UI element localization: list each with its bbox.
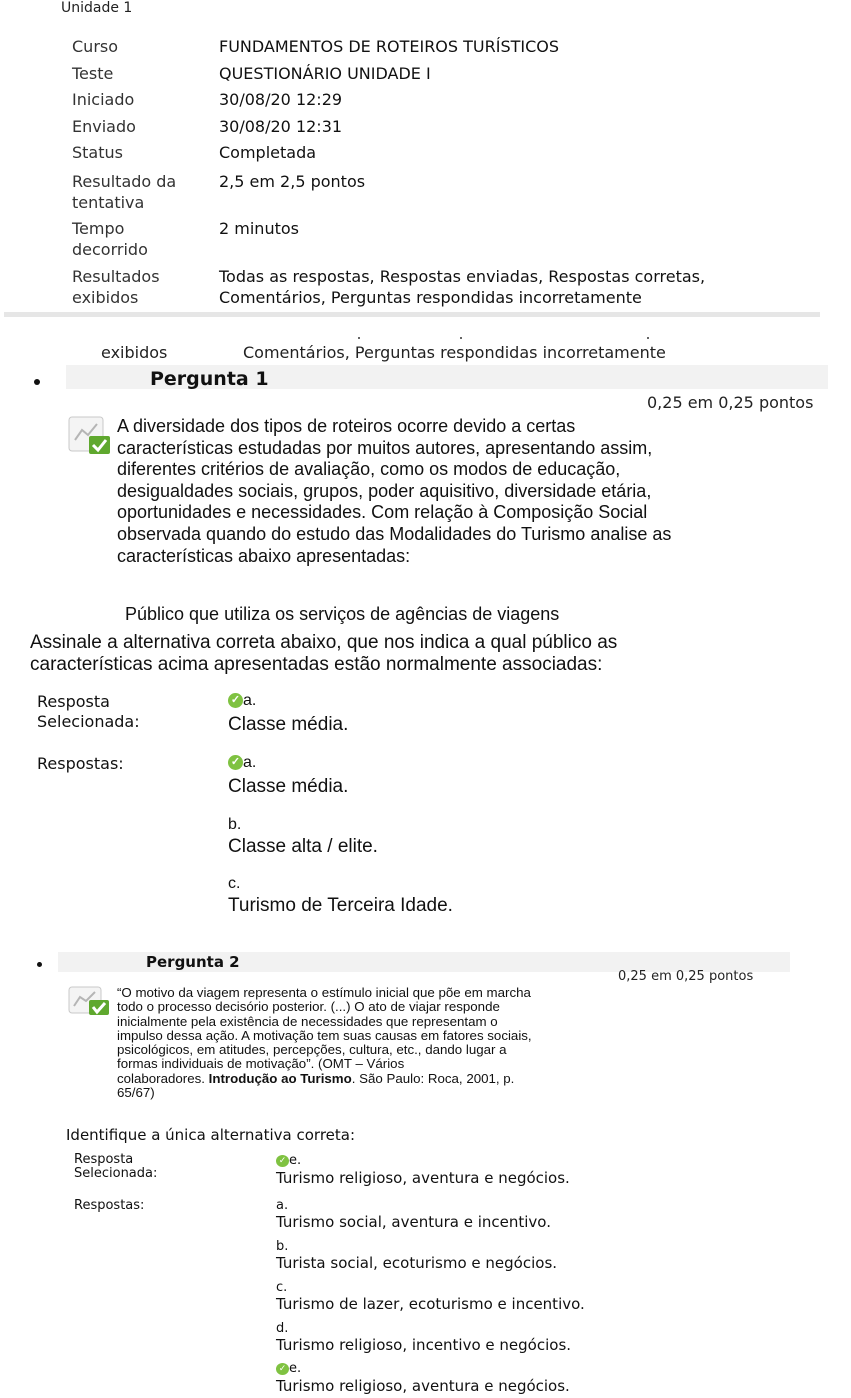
- answer-option-c: [276, 1280, 585, 1313]
- text-line: Assinale a alternativa correta abaixo, que nos indica a qual público as: [30, 632, 618, 653]
- option-text: Turismo religioso, incentivo e negócios.: [276, 1336, 572, 1354]
- option-letter: c.: [276, 1280, 288, 1295]
- selected-answer-label: [37, 692, 140, 732]
- summary-label-tempo: [72, 218, 148, 260]
- answer-option-b: [276, 1239, 557, 1272]
- correct-answer-icon: [68, 416, 112, 456]
- question-2-score: 0,25 em 0,25 pontos: [618, 969, 754, 984]
- summary-label-enviado: Enviado: [72, 117, 136, 136]
- text-line: oportunidades e necessidades. Com relação à Composição Social: [117, 502, 648, 523]
- citation-suffix: . São Paulo: Roca, 2001, p.: [351, 1070, 515, 1086]
- option-text: Classe média.: [228, 776, 349, 797]
- question-1-text: [117, 416, 671, 567]
- tick-mark: [647, 337, 649, 339]
- summary-value-resultado: 2,5 em 2,5 pontos: [219, 172, 366, 191]
- question-1-prompt: [30, 632, 617, 676]
- option-text: Turismo religioso, aventura e negócios.: [276, 1377, 570, 1395]
- citation-line: [117, 1072, 532, 1086]
- summary-label-iniciado: Iniciado: [72, 90, 135, 109]
- text-line: características estudadas por muitos autores, apresentando assim,: [117, 437, 653, 458]
- text-line: todo o processo decisório posterior. (...) O ato de viajar responde: [117, 999, 500, 1015]
- answer-option-d: [276, 1321, 571, 1354]
- answer-option-e: [276, 1361, 570, 1395]
- label-line: Resposta: [37, 692, 110, 711]
- option-letter: d.: [276, 1321, 289, 1336]
- answer-option-b: [228, 816, 378, 858]
- answers-label: Respostas:: [37, 754, 124, 773]
- text-line: psicológicos, em atitudes, percepções, cultura, etc., dando lugar a: [117, 1042, 507, 1058]
- text-line: características abaixo apresentadas:: [117, 545, 411, 566]
- citation-pages: 65/67): [117, 1085, 155, 1101]
- summary-value-iniciado: 30/08/20 12:29: [219, 90, 343, 109]
- option-letter: b.: [276, 1239, 289, 1254]
- summary-label-resultado: [72, 171, 176, 213]
- option-letter: a.: [243, 692, 257, 709]
- selected-answer-label: [74, 1153, 157, 1181]
- question-2-title: Pergunta 2: [146, 953, 240, 971]
- summary-value-curso: FUNDAMENTOS DE ROTEIROS TURÍSTICOS: [219, 37, 560, 56]
- option-text: Turismo de lazer, ecoturismo e incentivo.: [276, 1295, 585, 1313]
- section-divider: [4, 312, 820, 317]
- selected-answer: [276, 1153, 570, 1187]
- clipped-line: [117, 1085, 532, 1101]
- text-line: A diversidade dos tipos de roteiros ocorre devido a certas: [117, 416, 576, 436]
- option-text: Turismo social, aventura e incentivo.: [276, 1213, 551, 1231]
- value-line: Todas as respostas, Respostas enviadas, Respostas corretas,: [219, 267, 706, 286]
- option-letter: e.: [289, 1361, 302, 1376]
- question-2-prompt: Identifique a única alternativa correta:: [66, 1126, 356, 1144]
- answer-option-c: [228, 875, 453, 917]
- text-line: impulso dessa ação. A motivação tem suas causas em fatores sociais,: [117, 1027, 532, 1043]
- summary-label-teste: Teste: [72, 64, 114, 83]
- summary-value-status: Completada: [219, 143, 317, 162]
- option-text: Classe média.: [228, 714, 349, 735]
- question-1-title: Pergunta 1: [150, 368, 269, 390]
- option-text: Turista social, ecoturismo e negócios.: [276, 1254, 558, 1272]
- text-line: desigualdades sociais, grupos, poder aquisitivo, diversidade etária,: [117, 480, 652, 501]
- strip-label: exibidos: [101, 343, 168, 362]
- question-2-text: [117, 985, 532, 1101]
- checkmark-icon: ✓: [276, 1363, 289, 1375]
- label-line: Selecionada:: [37, 712, 140, 731]
- summary-label-curso: Curso: [72, 37, 119, 56]
- strip-value: Comentários, Perguntas respondidas incorretamente: [243, 343, 666, 362]
- option-text: Turismo de Terceira Idade.: [228, 895, 453, 916]
- tick-mark: [358, 337, 360, 339]
- label-line: tentativa: [72, 193, 145, 212]
- option-letter: c.: [228, 875, 241, 892]
- text-line: observada quando do estudo das Modalidades do Turismo analise as: [117, 523, 672, 544]
- option-text: Classe alta / elite.: [228, 836, 378, 857]
- checkmark-icon: ✓: [228, 693, 243, 708]
- selected-answer: [228, 692, 348, 736]
- tick-mark: [460, 337, 462, 339]
- answer-option-a: [276, 1198, 551, 1231]
- text-line: formas individuais de motivação”. (OMT – Vários: [117, 1056, 405, 1072]
- summary-value-tempo: 2 minutos: [219, 219, 299, 238]
- checkmark-icon: ✓: [276, 1155, 289, 1167]
- text-line: “O motivo da viagem representa o estímulo inicial que põe em marcha: [117, 985, 531, 1000]
- text-line: diferentes critérios de avaliação, como os modos de educação,: [117, 459, 621, 480]
- label-line: Selecionada:: [74, 1166, 158, 1181]
- summary-value-teste: QUESTIONÁRIO UNIDADE I: [219, 64, 431, 83]
- clipped-line-text: Público que utiliza os serviços de agências de viagens: [125, 604, 560, 624]
- option-letter: a.: [276, 1198, 289, 1213]
- answers-label: Respostas:: [74, 1198, 145, 1213]
- clipped-line: [125, 597, 725, 624]
- text-line: inicialmente pela existência de necessidades que representam o: [117, 1013, 498, 1029]
- option-text: Turismo religioso, aventura e negócios.: [276, 1169, 570, 1187]
- citation-prefix: colaboradores.: [117, 1070, 209, 1086]
- option-letter: a.: [243, 754, 257, 771]
- checkmark-icon: ✓: [228, 755, 243, 770]
- list-bullet: [34, 379, 40, 385]
- label-line: exibidos: [72, 288, 139, 307]
- summary-label-exibidos: [72, 266, 160, 308]
- unit-title: Unidade 1: [61, 0, 133, 16]
- option-letter: b.: [228, 816, 242, 833]
- summary-label-status: Status: [72, 143, 123, 162]
- text-line: características acima apresentadas estão normalmente associadas:: [30, 654, 603, 675]
- question-1-score: 0,25 em 0,25 pontos: [647, 393, 814, 412]
- citation-book: Introdução ao Turismo: [208, 1070, 352, 1086]
- label-line: Resultado da: [72, 172, 177, 191]
- summary-value-exibidos: [219, 266, 705, 308]
- option-letter: e.: [289, 1153, 302, 1168]
- summary-value-enviado: 30/08/20 12:31: [219, 117, 343, 136]
- value-line: Comentários, Perguntas respondidas incorretamente: [219, 288, 642, 307]
- label-line: Tempo: [72, 219, 125, 238]
- label-line: decorrido: [72, 240, 148, 259]
- answer-option-a: [228, 754, 348, 798]
- correct-answer-icon: [68, 986, 110, 1016]
- label-line: Resultados: [72, 267, 160, 286]
- label-line: Resposta: [74, 1152, 134, 1167]
- list-bullet: [37, 962, 42, 967]
